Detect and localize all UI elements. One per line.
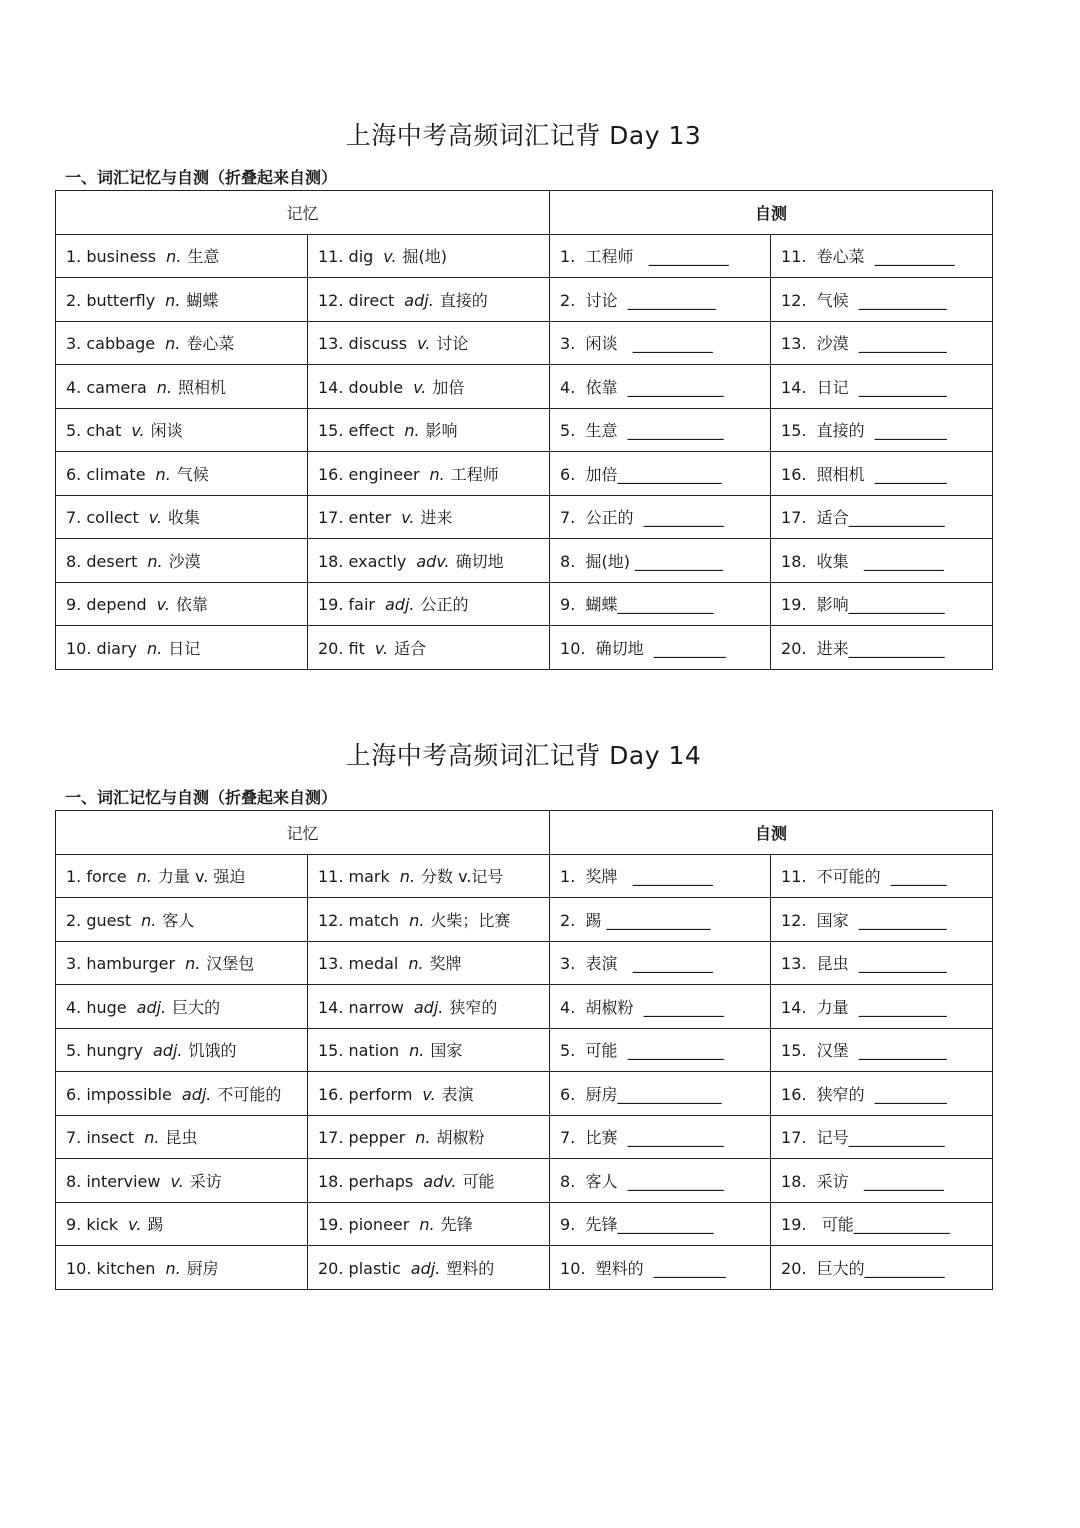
- vocab-table-body: [56, 811, 993, 1290]
- self-test-cell: 18. 采访 __________: [771, 1159, 993, 1203]
- self-test-cell: 10. 塑料的 _________: [550, 1246, 771, 1290]
- english-word: 11. mark: [318, 867, 390, 887]
- self-test-cell: 9. 先锋____________: [550, 1202, 771, 1246]
- chinese-meaning: 加倍: [432, 377, 465, 397]
- english-word: 11. dig: [318, 247, 374, 267]
- chinese-meaning: 表演: [441, 1084, 474, 1104]
- part-of-speech: n.: [165, 290, 181, 310]
- self-test-cell: 19. 可能____________: [771, 1202, 993, 1246]
- self-test-cell: 10. 确切地 _________: [550, 626, 771, 670]
- chinese-meaning: 确切地: [455, 551, 504, 571]
- chinese-meaning: 依靠: [175, 595, 208, 615]
- english-word: 12. direct: [318, 290, 395, 310]
- table-row: [56, 234, 993, 278]
- part-of-speech: v.: [128, 1215, 142, 1235]
- english-word: 3. hamburger: [66, 954, 176, 974]
- table-row: [56, 985, 993, 1029]
- part-of-speech: n.: [146, 638, 163, 658]
- memory-cell: [56, 321, 308, 365]
- english-word: 3. cabbage: [66, 334, 156, 354]
- part-of-speech: n.: [136, 867, 152, 887]
- self-test-cell: 15. 汉堡 ___________: [771, 1028, 993, 1072]
- english-word: 2. guest: [66, 910, 132, 930]
- english-word: 6. impossible: [66, 1084, 172, 1104]
- chinese-meaning: 不可能的: [217, 1084, 282, 1104]
- part-of-speech: v.: [156, 595, 170, 615]
- memory-cell: [308, 941, 550, 985]
- english-word: 9. depend: [66, 595, 147, 615]
- chinese-meaning: 国家: [430, 1041, 463, 1061]
- table-row: [56, 898, 993, 942]
- section-title: 上海中考高频词汇记背 Day 14: [345, 741, 702, 770]
- chinese-meaning: 可能: [462, 1171, 495, 1191]
- self-test-cell: 4. 依靠 ____________: [550, 365, 771, 409]
- self-test-cell: 12. 国家 ___________: [771, 898, 993, 942]
- part-of-speech: n.: [409, 910, 425, 930]
- part-of-speech: n.: [155, 464, 171, 484]
- english-word: 16. perform: [318, 1084, 413, 1104]
- self-test-cell: 1. 奖牌 __________: [550, 854, 771, 898]
- chinese-meaning: 卷心菜: [186, 334, 235, 354]
- table-row: [56, 539, 993, 583]
- part-of-speech: adj.: [404, 290, 434, 310]
- part-of-speech: adv.: [423, 1171, 457, 1191]
- memory-cell: [56, 1159, 308, 1203]
- memory-cell: [308, 1159, 550, 1203]
- chinese-meaning: 讨论: [436, 334, 469, 354]
- part-of-speech: v.: [374, 638, 389, 658]
- table-row: [56, 365, 993, 409]
- self-test-cell: 2. 踢 _____________: [550, 898, 771, 942]
- chinese-meaning: 采访: [189, 1171, 222, 1191]
- memory-cell: [56, 941, 308, 985]
- self-test-cell: 8. 客人 ____________: [550, 1159, 771, 1203]
- english-word: 9. kick: [66, 1215, 119, 1235]
- vocab-table: [55, 190, 993, 670]
- chinese-meaning: 公正的: [420, 595, 469, 615]
- self-test-cell: 20. 进来____________: [771, 626, 993, 670]
- memory-cell: [308, 1246, 550, 1290]
- part-of-speech: v.: [148, 508, 162, 528]
- table-row: [56, 941, 993, 985]
- english-word: 13. discuss: [318, 334, 408, 354]
- chinese-meaning: 分数 v.记号: [421, 867, 504, 887]
- table-row: [56, 1246, 993, 1290]
- english-word: 15. effect: [318, 421, 395, 441]
- chinese-meaning: 塑料的: [446, 1258, 495, 1278]
- chinese-meaning: 气候: [176, 464, 209, 484]
- part-of-speech: n.: [156, 377, 172, 397]
- part-of-speech: adj.: [136, 997, 167, 1017]
- table-row: [56, 1115, 993, 1159]
- section-subtitle: 一、词汇记忆与自测（折叠起来自测）: [65, 168, 338, 187]
- self-test-cell: 5. 可能 ____________: [550, 1028, 771, 1072]
- memory-cell: [308, 854, 550, 898]
- english-word: 14. double: [318, 377, 404, 397]
- part-of-speech: v.: [417, 334, 431, 354]
- english-word: 4. camera: [66, 377, 147, 397]
- chinese-meaning: 收集: [168, 508, 201, 528]
- memory-cell: [56, 495, 308, 539]
- section-title: 上海中考高频词汇记背 Day 13: [345, 121, 702, 150]
- table-row: [56, 452, 993, 496]
- part-of-speech: adj.: [410, 1258, 441, 1278]
- table-row: [56, 321, 993, 365]
- memory-cell: [56, 898, 308, 942]
- section-subtitle: 一、词汇记忆与自测（折叠起来自测）: [65, 788, 338, 807]
- self-test-cell: 2. 讨论 ___________: [550, 278, 771, 322]
- part-of-speech: v.: [383, 247, 397, 267]
- self-test-cell: 14. 力量 ___________: [771, 985, 993, 1029]
- chinese-meaning: 日记: [168, 638, 201, 658]
- table-row: [56, 582, 993, 626]
- memory-cell: [308, 1202, 550, 1246]
- english-word: 2. butterfly: [66, 290, 156, 310]
- english-word: 15. nation: [318, 1041, 400, 1061]
- english-word: 8. desert: [66, 551, 138, 571]
- chinese-meaning: 闲谈: [150, 421, 183, 441]
- self-test-cell: 8. 掘(地) ___________: [550, 539, 771, 583]
- english-word: 14. narrow: [318, 997, 404, 1017]
- vocab-table-body: [56, 191, 993, 670]
- table-header-row: [56, 191, 993, 235]
- part-of-speech: n.: [409, 1041, 425, 1061]
- memory-cell: [308, 321, 550, 365]
- english-word: 5. chat: [66, 421, 122, 441]
- table-row: [56, 1202, 993, 1246]
- self-test-cell: 11. 卷心菜 __________: [771, 234, 993, 278]
- chinese-meaning: 饥饿的: [188, 1041, 237, 1061]
- self-test-cell: 4. 胡椒粉 __________: [550, 985, 771, 1029]
- memory-header: 记忆: [56, 811, 550, 855]
- self-test-cell: 12. 气候 ___________: [771, 278, 993, 322]
- vocab-section-day14: [55, 736, 992, 1290]
- part-of-speech: adj.: [413, 997, 444, 1017]
- self-test-cell: 9. 蝴蝶____________: [550, 582, 771, 626]
- chinese-meaning: 蝴蝶: [186, 290, 219, 310]
- chinese-meaning: 适合: [394, 638, 427, 658]
- chinese-meaning: 进来: [420, 508, 453, 528]
- part-of-speech: v.: [170, 1171, 184, 1191]
- english-word: 6. climate: [66, 464, 146, 484]
- chinese-meaning: 厨房: [186, 1258, 219, 1278]
- table-row: [56, 626, 993, 670]
- memory-cell: [56, 452, 308, 496]
- part-of-speech: v.: [413, 377, 427, 397]
- part-of-speech: n.: [408, 954, 424, 974]
- part-of-speech: n.: [147, 551, 163, 571]
- english-word: 19. fair: [318, 595, 375, 615]
- part-of-speech: n.: [415, 1128, 431, 1148]
- part-of-speech: n.: [429, 464, 445, 484]
- memory-cell: [56, 1202, 308, 1246]
- english-word: 13. medal: [318, 954, 399, 974]
- chinese-meaning: 工程师: [450, 464, 499, 484]
- part-of-speech: n.: [404, 421, 420, 441]
- english-word: 17. enter: [318, 508, 392, 528]
- self-test-cell: 17. 记号____________: [771, 1115, 993, 1159]
- memory-cell: [308, 365, 550, 409]
- memory-cell: [308, 539, 550, 583]
- chinese-meaning: 汉堡包: [206, 954, 255, 974]
- english-word: 8. interview: [66, 1171, 161, 1191]
- part-of-speech: n.: [419, 1215, 435, 1235]
- chinese-meaning: 生意: [187, 247, 220, 267]
- self-test-cell: 17. 适合____________: [771, 495, 993, 539]
- memory-cell: [56, 278, 308, 322]
- memory-cell: [56, 582, 308, 626]
- memory-cell: [56, 365, 308, 409]
- part-of-speech: n.: [141, 910, 157, 930]
- table-row: [56, 1028, 993, 1072]
- memory-cell: [56, 985, 308, 1029]
- english-word: 20. plastic: [318, 1258, 401, 1278]
- self-test-cell: 1. 工程师 __________: [550, 234, 771, 278]
- english-word: 18. perhaps: [318, 1171, 414, 1191]
- memory-cell: [308, 626, 550, 670]
- self-test-cell: 16. 狭窄的 _________: [771, 1072, 993, 1116]
- self-test-cell: 6. 厨房_____________: [550, 1072, 771, 1116]
- memory-cell: [56, 1246, 308, 1290]
- chinese-meaning: 奖牌: [429, 954, 462, 974]
- self-test-header: 自测: [550, 811, 993, 855]
- self-test-cell: 3. 表演 __________: [550, 941, 771, 985]
- memory-cell: [308, 278, 550, 322]
- part-of-speech: v.: [401, 508, 415, 528]
- self-test-cell: 13. 昆虫 ___________: [771, 941, 993, 985]
- self-test-cell: 7. 比赛 ____________: [550, 1115, 771, 1159]
- self-test-cell: 16. 照相机 _________: [771, 452, 993, 496]
- memory-cell: [308, 408, 550, 452]
- memory-header: 记忆: [56, 191, 550, 235]
- chinese-meaning: 昆虫: [165, 1128, 198, 1148]
- english-word: 5. hungry: [66, 1041, 143, 1061]
- memory-cell: [56, 626, 308, 670]
- memory-cell: [308, 985, 550, 1029]
- memory-cell: [308, 234, 550, 278]
- memory-cell: [308, 898, 550, 942]
- english-word: 12. match: [318, 910, 400, 930]
- english-word: 16. engineer: [318, 464, 420, 484]
- part-of-speech: n.: [185, 954, 201, 974]
- table-row: [56, 854, 993, 898]
- memory-cell: [56, 1028, 308, 1072]
- self-test-cell: 5. 生意 ____________: [550, 408, 771, 452]
- table-row: [56, 408, 993, 452]
- vocab-section-day13: [55, 116, 992, 670]
- english-word: 18. exactly: [318, 551, 407, 571]
- self-test-cell: 13. 沙漠 ___________: [771, 321, 993, 365]
- part-of-speech: v.: [422, 1084, 436, 1104]
- self-test-cell: 6. 加倍_____________: [550, 452, 771, 496]
- part-of-speech: n.: [166, 247, 182, 267]
- english-word: 10. diary: [66, 638, 137, 658]
- part-of-speech: adv.: [416, 551, 450, 571]
- chinese-meaning: 沙漠: [168, 551, 201, 571]
- chinese-meaning: 影响: [425, 421, 458, 441]
- table-row: [56, 278, 993, 322]
- memory-cell: [56, 1072, 308, 1116]
- english-word: 1. force: [66, 867, 127, 887]
- part-of-speech: n.: [165, 1258, 181, 1278]
- memory-cell: [308, 1115, 550, 1159]
- table-row: [56, 1159, 993, 1203]
- vocab-table: [55, 810, 993, 1290]
- english-word: 7. insect: [66, 1128, 135, 1148]
- chinese-meaning: 力量 v. 强迫: [157, 867, 246, 887]
- self-test-cell: 3. 闲谈 __________: [550, 321, 771, 365]
- part-of-speech: adj.: [385, 595, 415, 615]
- chinese-meaning: 踢: [147, 1215, 164, 1235]
- self-test-cell: 15. 直接的 _________: [771, 408, 993, 452]
- english-word: 4. huge: [66, 997, 127, 1017]
- chinese-meaning: 客人: [162, 910, 195, 930]
- part-of-speech: n.: [399, 867, 415, 887]
- table-row: [56, 1072, 993, 1116]
- english-word: 20. fit: [318, 638, 365, 658]
- memory-cell: [56, 408, 308, 452]
- part-of-speech: v.: [131, 421, 145, 441]
- english-word: 17. pepper: [318, 1128, 406, 1148]
- table-row: [56, 495, 993, 539]
- chinese-meaning: 先锋: [440, 1215, 473, 1235]
- memory-cell: [56, 539, 308, 583]
- chinese-meaning: 狭窄的: [449, 997, 498, 1017]
- chinese-meaning: 胡椒粉: [436, 1128, 485, 1148]
- part-of-speech: adj.: [181, 1084, 212, 1104]
- memory-cell: [308, 495, 550, 539]
- memory-cell: [308, 1028, 550, 1072]
- memory-cell: [56, 854, 308, 898]
- self-test-cell: 18. 收集 __________: [771, 539, 993, 583]
- chinese-meaning: 直接的: [439, 290, 488, 310]
- chinese-meaning: 掘(地): [402, 247, 448, 267]
- english-word: 7. collect: [66, 508, 139, 528]
- chinese-meaning: 火柴；比赛: [430, 910, 511, 930]
- part-of-speech: adj.: [152, 1041, 183, 1061]
- self-test-cell: 11. 不可能的 _______: [771, 854, 993, 898]
- memory-cell: [308, 582, 550, 626]
- self-test-header: 自测: [550, 191, 993, 235]
- english-word: 19. pioneer: [318, 1215, 410, 1235]
- memory-cell: [308, 452, 550, 496]
- self-test-cell: 20. 巨大的__________: [771, 1246, 993, 1290]
- self-test-cell: 7. 公正的 __________: [550, 495, 771, 539]
- english-word: 10. kitchen: [66, 1258, 156, 1278]
- memory-cell: [308, 1072, 550, 1116]
- self-test-cell: 19. 影响____________: [771, 582, 993, 626]
- self-test-cell: 14. 日记 ___________: [771, 365, 993, 409]
- part-of-speech: n.: [144, 1128, 160, 1148]
- english-word: 1. business: [66, 247, 157, 267]
- memory-cell: [56, 1115, 308, 1159]
- memory-cell: [56, 234, 308, 278]
- chinese-meaning: 照相机: [178, 377, 227, 397]
- chinese-meaning: 巨大的: [172, 997, 221, 1017]
- part-of-speech: n.: [165, 334, 181, 354]
- table-header-row: [56, 811, 993, 855]
